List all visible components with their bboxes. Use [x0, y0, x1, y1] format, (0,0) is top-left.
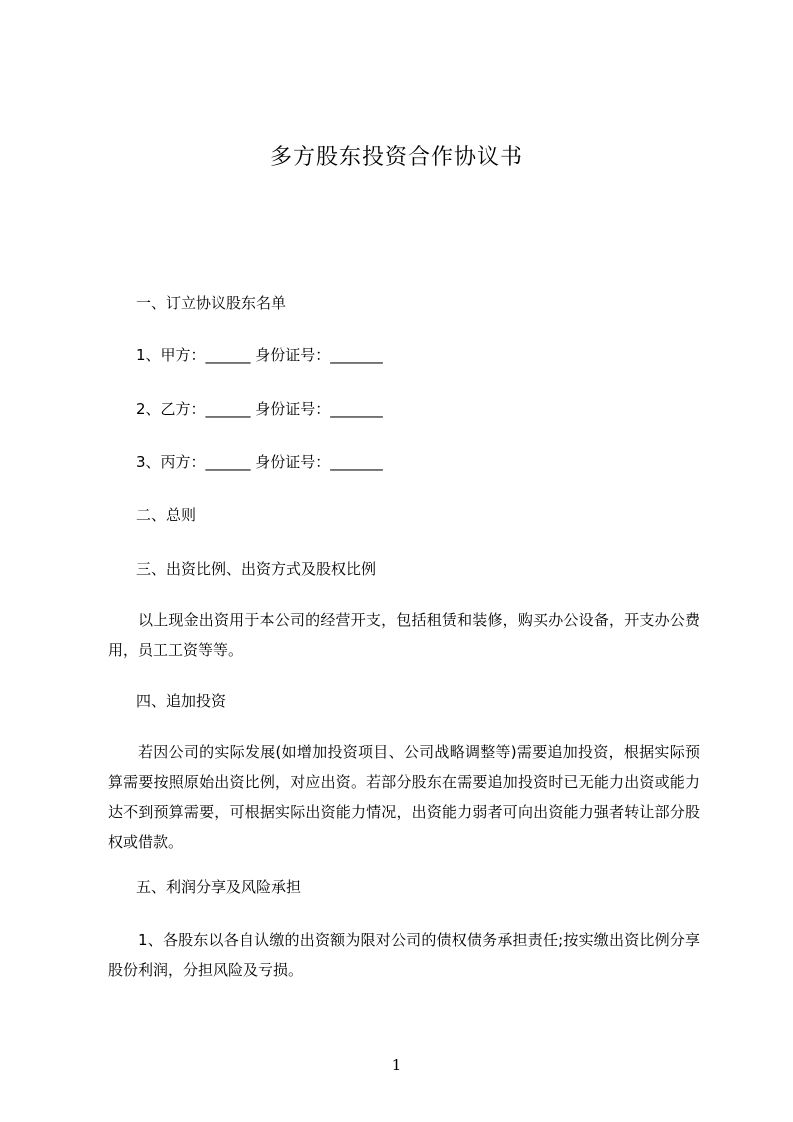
section-1-heading: 一、订立协议股东名单 — [136, 294, 287, 312]
document-title: 多方股东投资合作协议书 — [269, 145, 523, 170]
section-3-heading: 三、出资比例、出资方式及股权比例 — [136, 560, 377, 578]
section-4-paragraph: 若因公司的实际发展(如增加投资项目、公司战略调整等)需要追加投资，根据实际预算需要按照原始出资比例，对应出资。若部分股东在需要追加投资时已无能力出资或能力达不到预算需要，可根据实际出资能力情况，出资能力弱者可向出资能力强者转让部分股权或借款。 — [108, 743, 700, 851]
section-5-paragraph-1: 1、各股东以各自认缴的出资额为限对公司的债权债务承担责任;按实缴出资比例分享股份利润，分担风险及亏损。 — [108, 931, 700, 979]
party-a-line: 1、甲方：______ 身份证号：_______ — [136, 346, 383, 364]
section-4-heading: 四、追加投资 — [136, 692, 227, 710]
page-number: 1 — [391, 1056, 402, 1074]
section-3-paragraph: 以上现金出资用于本公司的经营开支，包括租赁和装修，购买办公设备，开支办公费用，员工工资等等。 — [108, 611, 700, 659]
party-c-line: 3、丙方：______ 身份证号：_______ — [136, 453, 383, 471]
section-2-heading: 二、总则 — [136, 506, 197, 524]
section-5-heading: 五、利润分享及风险承担 — [136, 878, 302, 896]
party-b-line: 2、乙方：______ 身份证号：_______ — [136, 400, 383, 418]
